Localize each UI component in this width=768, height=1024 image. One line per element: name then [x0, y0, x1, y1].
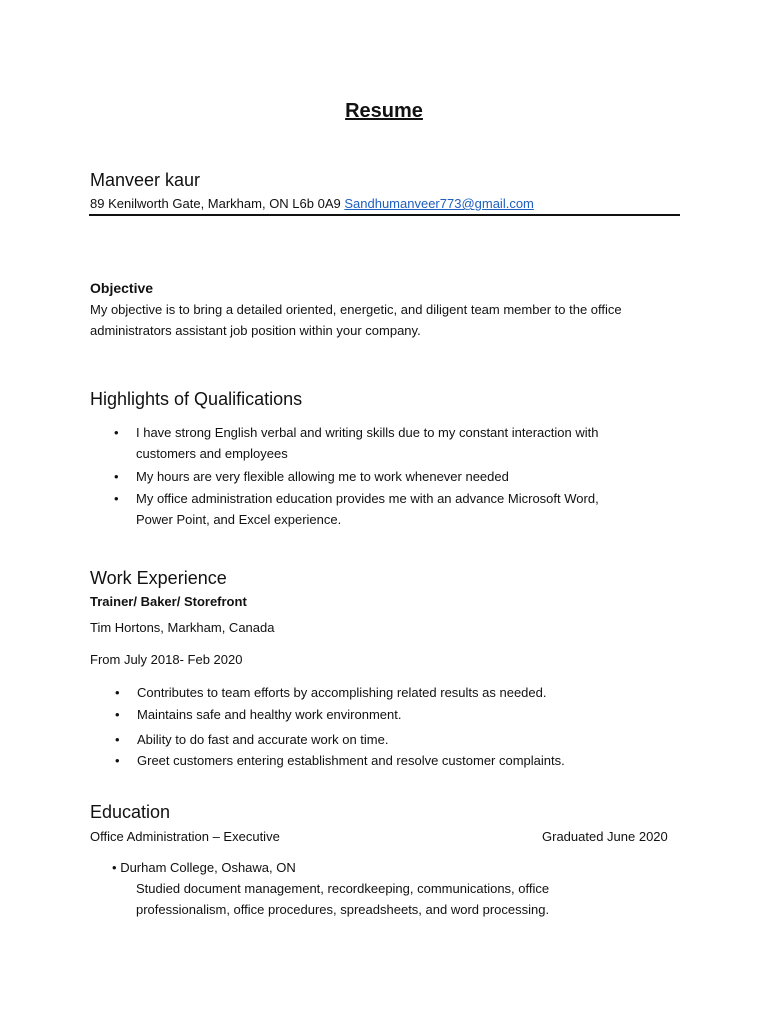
- contact-line: [90, 196, 534, 211]
- job-role: Trainer/ Baker/ Storefront: [90, 594, 247, 609]
- document-title: Resume: [345, 100, 423, 122]
- studies-line-1: Studied document management, recordkeeping, communications, office: [136, 881, 550, 896]
- qualification-text-line-1: I have strong English verbal and writing skills due to my constant interaction with: [136, 425, 599, 440]
- duty-item: [115, 683, 547, 703]
- qualifications-heading: Highlights of Qualifications: [90, 389, 303, 409]
- bullet-icon: •: [115, 707, 120, 722]
- qualification-text-line-1: My hours are very flexible allowing me to work whenever needed: [136, 469, 509, 484]
- job-employer: Tim Hortons, Markham, Canada: [90, 620, 275, 635]
- studies-line-2: professionalism, office procedures, spreadsheets, and word processing.: [136, 902, 550, 917]
- education-heading: Education: [90, 802, 171, 822]
- work-experience-heading: Work Experience: [90, 568, 227, 588]
- duty-item: [115, 730, 389, 750]
- email-link[interactable]: Sandhumanveer773@gmail.com: [344, 196, 534, 211]
- qualification-item-continued: [136, 510, 341, 530]
- duty-text: Greet customers entering establishment and resolve customer complaints.: [137, 753, 565, 768]
- education-program: Office Administration – Executive: [90, 829, 280, 844]
- qualification-item: [114, 489, 599, 509]
- candidate-name: Manveer kaur: [90, 170, 201, 190]
- job-dates: From July 2018- Feb 2020: [90, 652, 243, 667]
- qualification-text-line-2: Power Point, and Excel experience.: [136, 512, 342, 527]
- school-item: [112, 858, 296, 878]
- duty-text: Ability to do fast and accurate work on time.: [137, 732, 389, 747]
- bullet-icon: •: [115, 685, 120, 700]
- address-text: 89 Kenilworth Gate, Markham, ON L6b 0A9: [90, 196, 341, 211]
- duty-text: Contributes to team efforts by accomplishing related results as needed.: [137, 685, 547, 700]
- qualification-item: [114, 423, 599, 443]
- bullet-icon: •: [115, 753, 120, 768]
- qualification-text-line-2: customers and employees: [136, 446, 288, 461]
- qualification-item: [114, 467, 509, 487]
- bullet-icon: •: [115, 732, 120, 747]
- objective-text-line-1: My objective is to bring a detailed oriented, energetic, and diligent team member to the office: [90, 302, 622, 317]
- duty-item: [115, 751, 565, 771]
- objective-text-line-2: administrators assistant job position within your company.: [90, 323, 421, 338]
- objective-heading: Objective: [90, 280, 154, 296]
- duty-text: Maintains safe and healthy work environment.: [137, 707, 402, 722]
- bullet-icon: •: [114, 469, 119, 484]
- duty-item: [115, 705, 402, 725]
- school-name: Durham College, Oshawa, ON: [120, 860, 296, 875]
- header-divider: [89, 214, 680, 216]
- qualification-item-continued: [136, 444, 288, 464]
- bullet-icon: •: [114, 425, 119, 440]
- bullet-icon: •: [112, 860, 117, 875]
- qualification-text-line-1: My office administration education provides me with an advance Microsoft Word,: [136, 491, 599, 506]
- bullet-icon: •: [114, 491, 119, 506]
- graduation-date: Graduated June 2020: [542, 829, 668, 844]
